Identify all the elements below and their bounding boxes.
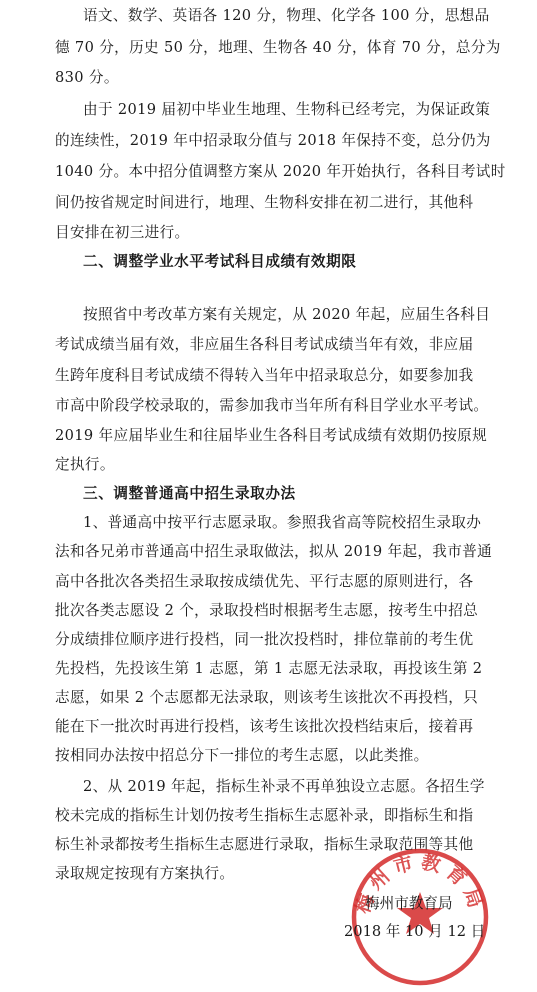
paragraph-line: 批次各类志愿设 2 个，录取投档时根据考生志愿，按考生中招总 <box>55 602 479 619</box>
paragraph-line: 830 分。 <box>55 69 119 86</box>
paragraph-line: 语文、数学、英语各 120 分，物理、化学各 100 分，思想品 <box>83 7 490 24</box>
paragraph-line: 2、从 2019 年起，指标生补录不再单独设立志愿。各招生学 <box>83 778 485 795</box>
svg-text:梅州市教育局: 梅州市教育局 <box>351 850 489 917</box>
paragraph-line: 由于 2019 届初中毕业生地理、生物科已经考完，为保证政策 <box>83 101 491 118</box>
paragraph-line: 目安排在初三进行。 <box>55 224 190 241</box>
paragraph-line: 定执行。 <box>55 456 115 473</box>
official-seal-icon <box>345 842 495 992</box>
paragraph-line: 分成绩排位顺序进行投档，同一批次投档时，排位靠前的考生优 <box>55 631 474 648</box>
paragraph-line: 志愿，如果 2 个志愿都无法录取，则该考生该批次不再投档，只 <box>55 689 479 706</box>
paragraph-line: 2019 年应届毕业生和往届毕业生各科目考试成绩有效期仍按原规 <box>55 427 488 444</box>
paragraph-line: 1、普通高中按平行志愿录取。参照我省高等院校招生录取办 <box>83 514 482 531</box>
paragraph-line: 考试成绩当届有效，非应届生各科目考试成绩当年有效，非应届 <box>55 336 474 353</box>
paragraph-line: 录取规定按现有方案执行。 <box>55 865 235 882</box>
paragraph-line: 按相同办法按中招总分下一排位的考生志愿，以此类推。 <box>55 747 429 764</box>
section-heading-3: 三、调整普通高中招生录取办法 <box>83 485 296 502</box>
paragraph-line: 校未完成的指标生计划仍按考生指标生志愿补录，即指标生和指 <box>55 807 474 824</box>
paragraph-line: 的连续性，2019 年中招录取分值与 2018 年保持不变，总分仍为 <box>55 132 491 149</box>
paragraph-line: 间仍按省规定时间进行，地理、生物科安排在初二进行，其他科 <box>55 194 474 211</box>
paragraph-line: 先投档，先投该生第 1 志愿，第 1 志愿无法录取，再投该生第 2 <box>55 660 483 677</box>
paragraph-line: 德 70 分，历史 50 分，地理、生物各 40 分，体育 70 分，总分为 <box>55 39 501 56</box>
paragraph-line: 法和各兄弟市普通高中招生录取做法，拟从 2019 年起，我市普通 <box>55 543 493 560</box>
section-heading-2: 二、调整学业水平考试科目成绩有效期限 <box>83 253 357 270</box>
paragraph-line: 生跨年度科目考试成绩不得转入当年中招录取总分，如要参加我 <box>55 367 474 384</box>
paragraph-line: 标生补录都按考生指标生志愿进行录取，指标生录取范围等其他 <box>55 836 474 853</box>
signature-date: 2018 年 10 月 12 日 <box>344 923 486 940</box>
paragraph-line: 按照省中考改革方案有关规定，从 2020 年起，应届生各科目 <box>83 306 491 323</box>
paragraph-line: 高中各批次各类招生录取按成绩优先、平行志愿的原则进行，各 <box>55 573 474 590</box>
signature-org: 梅州市教育局 <box>365 895 453 912</box>
paragraph-line: 市高中阶段学校录取的，需参加我市当年所有科目学业水平考试。 <box>55 397 489 414</box>
paragraph-line: 1040 分。本中招分值调整方案从 2020 年开始执行，各科目考试时 <box>55 163 506 180</box>
paragraph-line: 能在下一批次时再进行投档，该考生该批次投档结束后，接着再 <box>55 718 474 735</box>
